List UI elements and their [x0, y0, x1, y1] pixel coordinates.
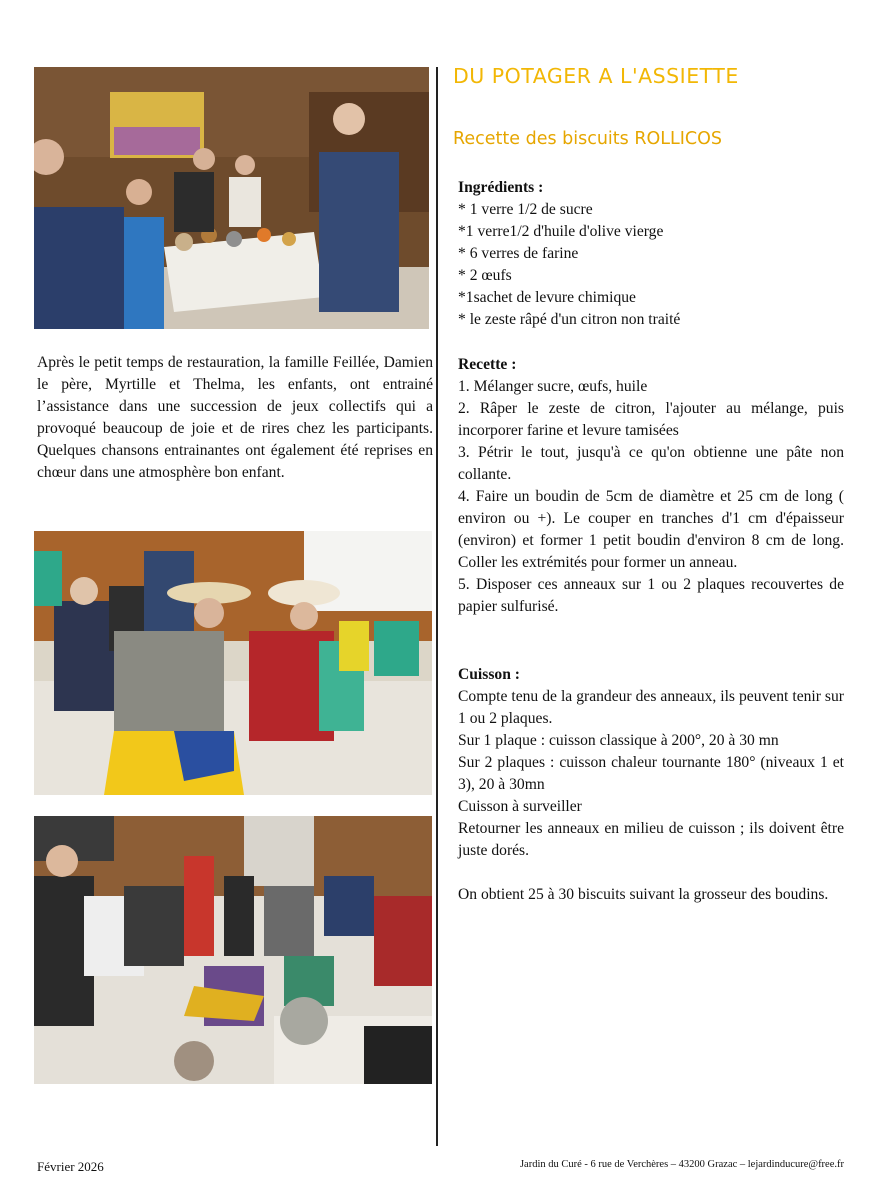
- photo-game-activity: [34, 531, 432, 795]
- ingredients-section: [458, 177, 844, 331]
- page-title: DU POTAGER A L'ASSIETTE: [453, 64, 739, 88]
- baking-line: Compte tenu de la grandeur des anneaux, ils peuvent tenir sur 1 ou 2 plaques.: [458, 688, 844, 727]
- footer-date: Février 2026: [37, 1159, 104, 1174]
- ingredient-item: *1 verre1/2 d'huile d'olive vierge: [458, 223, 664, 240]
- baking-line: Retourner les anneaux en milieu de cuisson ; ils doivent être juste dorés.: [458, 820, 844, 859]
- ingredient-item: * le zeste râpé d'un citron non traité: [458, 311, 681, 328]
- footer-address: Jardin du Curé - 6 rue de Verchères – 43200 Grazac – lejardinducure@free.fr: [519, 1159, 844, 1170]
- recipe-step: 1. Mélanger sucre, œufs, huile: [458, 378, 648, 395]
- ingredients-heading: Ingrédients :: [458, 179, 544, 196]
- ingredient-item: * 1 verre 1/2 de sucre: [458, 201, 593, 218]
- recipe-step: 4. Faire un boudin de 5cm de diamètre et 25 cm de long ( environ ou +). Le couper en tranches d'1 cm d'épaisseur (environ) et former 1 petit boudin d'environ 8 cm de long. Coller les extrémités pour former un anneau.: [458, 488, 844, 571]
- baking-line: Sur 1 plaque : cuisson classique à 200°, 20 à 30 mn: [458, 732, 779, 749]
- column-divider: [436, 67, 438, 1146]
- baking-section: [458, 664, 844, 862]
- recipe-step: 3. Pétrir le tout, jusqu'à ce qu'on obtienne une pâte non collante.: [458, 444, 844, 483]
- baking-line: Sur 2 plaques : cuisson chaleur tournante 180° (niveaux 1 et 3), 20 à 30mn: [458, 754, 844, 793]
- recipe-step: 5. Disposer ces anneaux sur 1 ou 2 plaques recouvertes de papier sulfurisé.: [458, 576, 844, 615]
- ingredient-item: * 2 œufs: [458, 267, 512, 284]
- ingredient-item: *1sachet de levure chimique: [458, 289, 636, 306]
- recipe-yield: On obtient 25 à 30 biscuits suivant la grosseur des boudins.: [458, 886, 829, 903]
- event-description: Après le petit temps de restauration, la famille Feillée, Damien le père, Myrtille et Thelma, les enfants, ont entrainé l’assistance dans une succession de jeux collectifs qui a provoqué beaucoup de joie et de rires chez les participants. Quelques chansons entrainantes ont également été reprises en chœur dans une atmosphère bon enfant.: [37, 354, 433, 481]
- recipe-step: 2. Râper le zeste de citron, l'ajouter au mélange, puis incorporer farine et levure tamisées: [458, 400, 844, 439]
- photo-group-floor: [34, 816, 432, 1084]
- baking-line: Cuisson à surveiller: [458, 798, 582, 815]
- photo-buffet-gathering: [34, 67, 429, 329]
- recipe-steps-section: [458, 354, 844, 618]
- recipe-title: Recette des biscuits ROLLICOS: [453, 129, 723, 149]
- recipe-heading: Recette :: [458, 356, 517, 373]
- baking-heading: Cuisson :: [458, 666, 520, 683]
- ingredient-item: * 6 verres de farine: [458, 245, 579, 262]
